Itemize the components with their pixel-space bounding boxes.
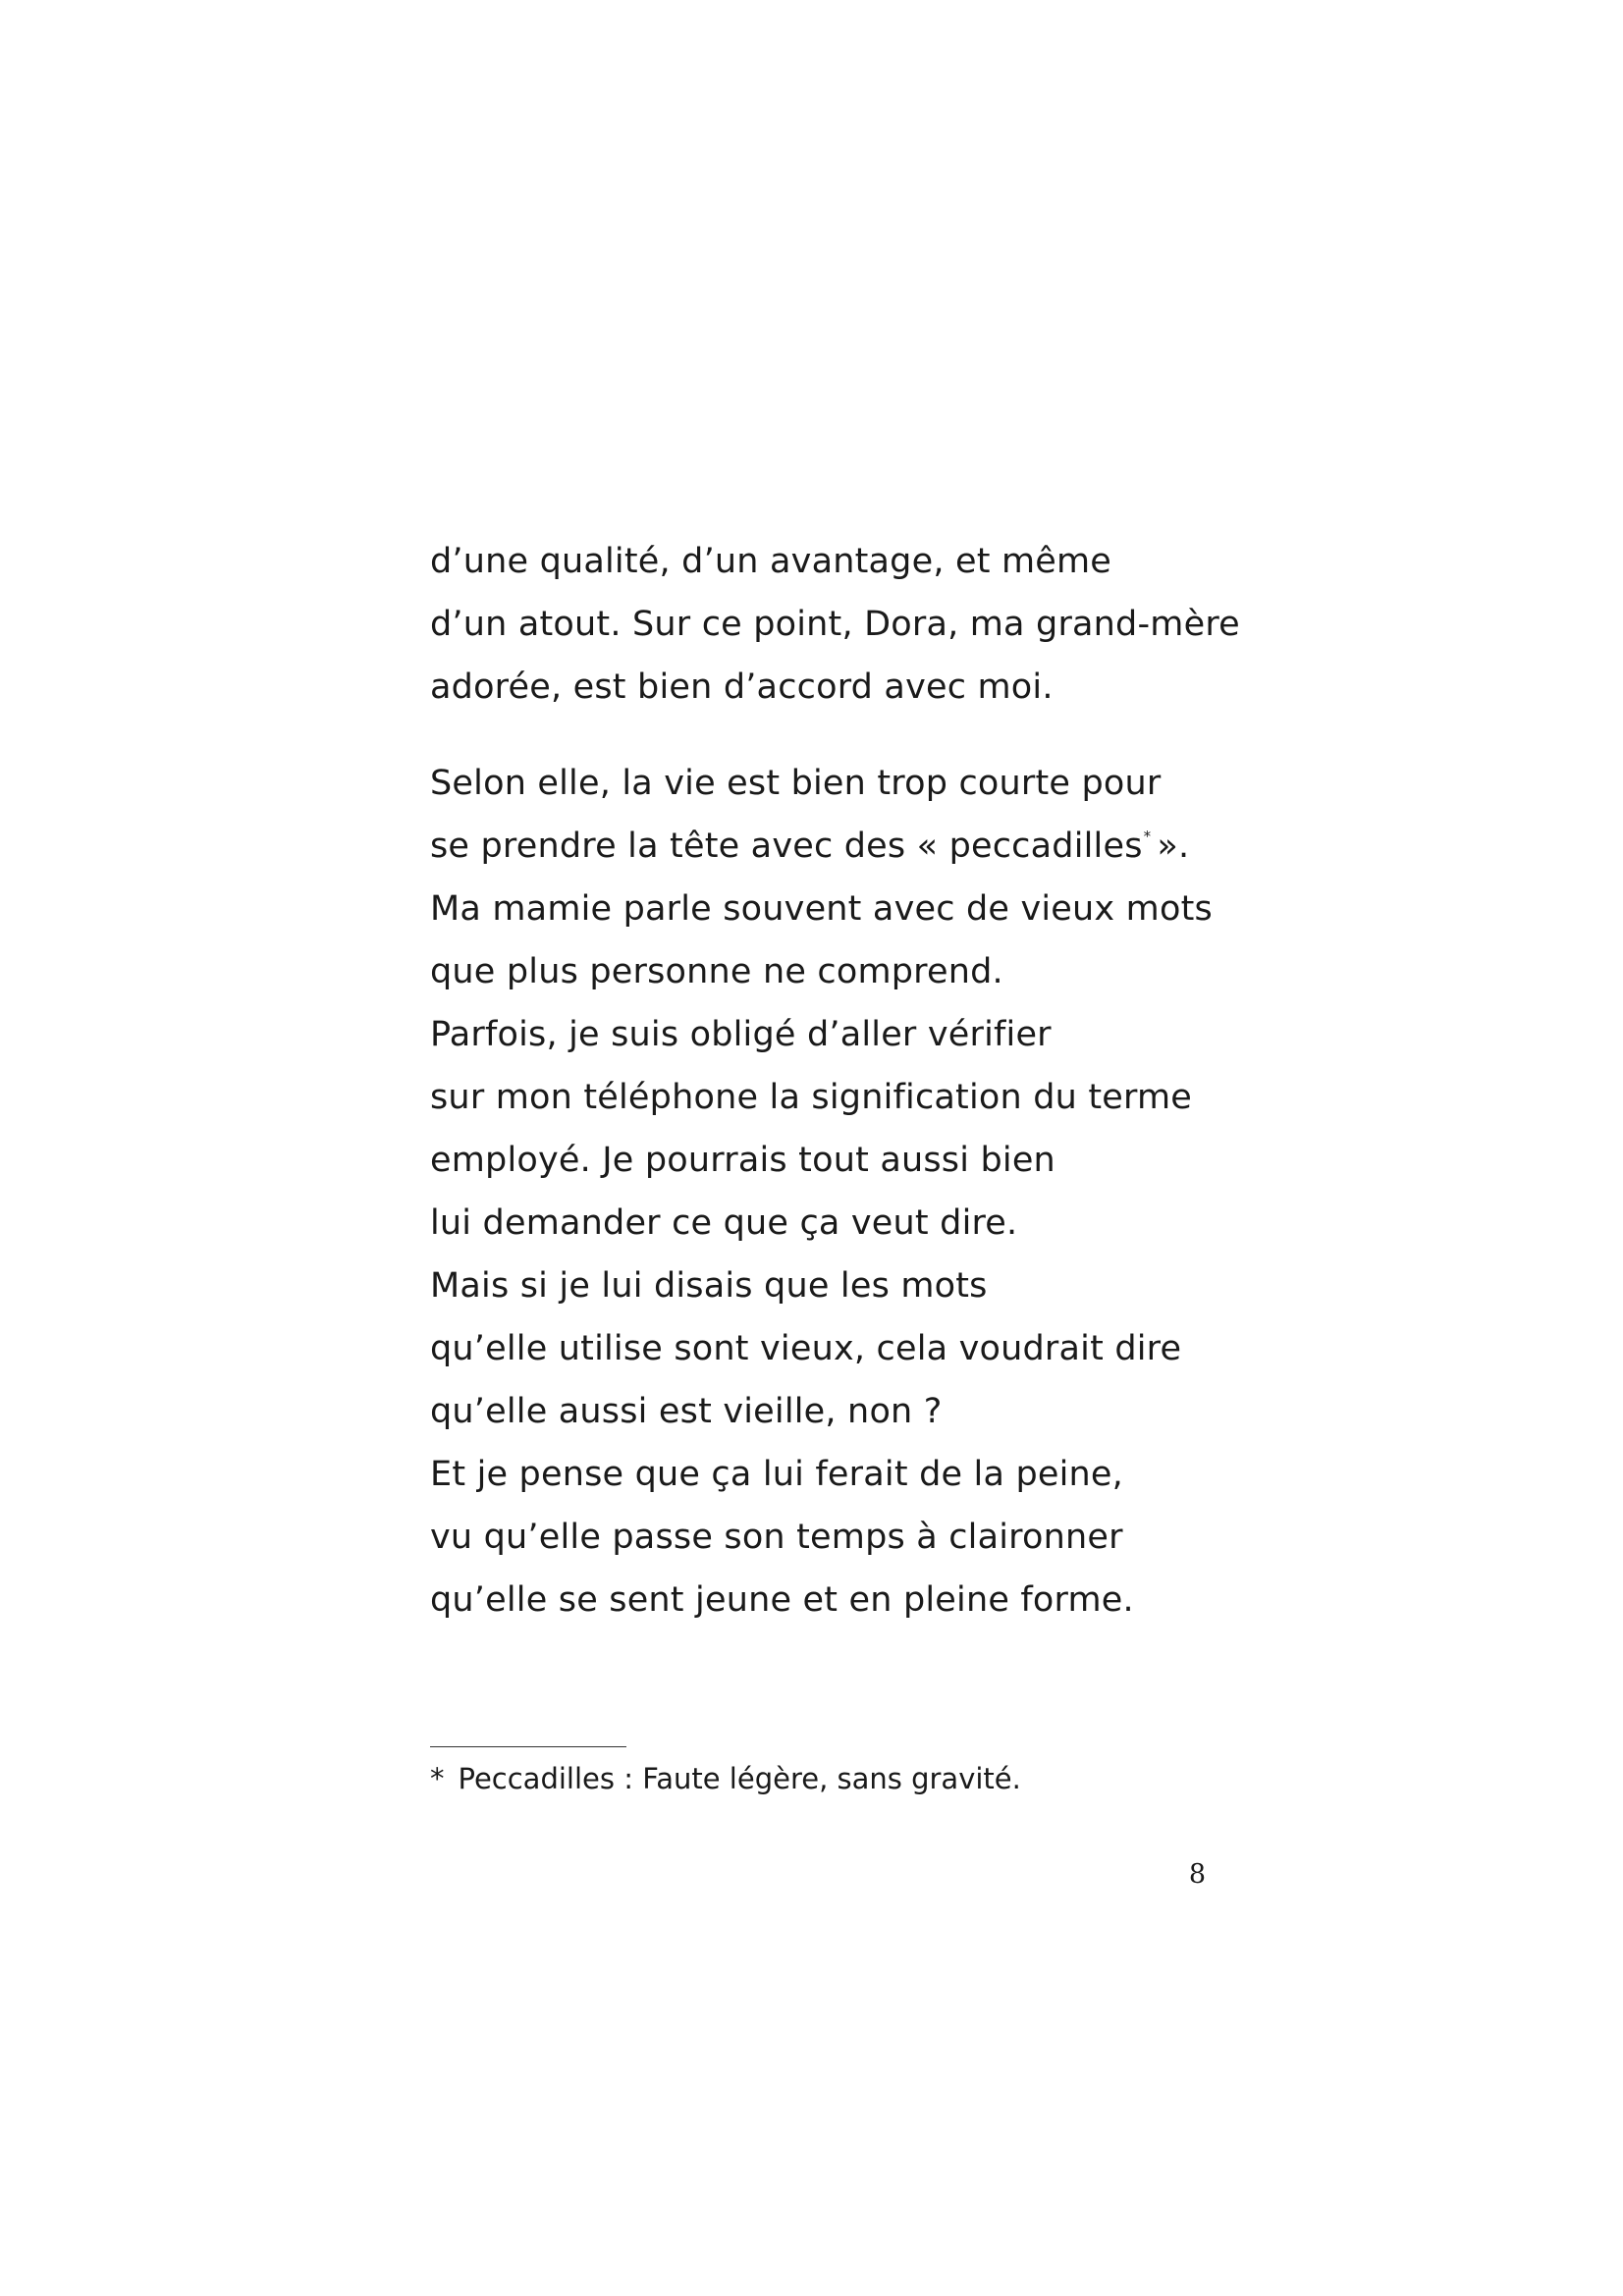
- body-text: [430, 530, 1314, 1631]
- text-line: vu qu’elle passe son temps à claironner: [430, 1518, 1123, 1557]
- footnote: [430, 1759, 1021, 1798]
- text-line: que plus personne ne comprend.: [430, 952, 1003, 991]
- footnote-marker: *: [430, 1762, 445, 1795]
- footnote-reference: *: [1143, 828, 1152, 845]
- text-line: qu’elle se sent jeune et en pleine forme.: [430, 1580, 1134, 1620]
- text-line: qu’elle utilise sont vieux, cela voudrait dire: [430, 1329, 1182, 1368]
- footnote-text: Peccadilles : Faute légère, sans gravité.: [458, 1762, 1021, 1795]
- text-fragment: se prendre la tête avec des « peccadilles: [430, 827, 1143, 866]
- text-line: Ma mamie parle souvent avec de vieux mots: [430, 889, 1213, 929]
- text-line: lui demander ce que ça veut dire.: [430, 1203, 1018, 1243]
- page-number: 8: [1188, 1859, 1206, 1890]
- footnote-divider: [430, 1746, 626, 1747]
- text-line: Parfois, je suis obligé d’aller vérifier: [430, 1015, 1052, 1054]
- text-line: Et je pense que ça lui ferait de la peine,: [430, 1455, 1123, 1494]
- text-line: d’une qualité, d’un avantage, et même: [430, 542, 1112, 581]
- text-line: Selon elle, la vie est bien trop courte pour: [430, 764, 1162, 803]
- text-fragment: ».: [1157, 827, 1190, 866]
- text-line: d’un atout. Sur ce point, Dora, ma grand-mère: [430, 605, 1240, 644]
- text-line: adorée, est bien d’accord avec moi.: [430, 667, 1054, 707]
- text-line-with-footnote-ref: [430, 815, 1314, 878]
- paragraph-gap: [430, 719, 1314, 752]
- text-line: employé. Je pourrais tout aussi bien: [430, 1141, 1055, 1180]
- text-line: sur mon téléphone la signification du terme: [430, 1078, 1192, 1117]
- text-line: qu’elle aussi est vieille, non ?: [430, 1392, 943, 1431]
- text-line: Mais si je lui disais que les mots: [430, 1266, 988, 1306]
